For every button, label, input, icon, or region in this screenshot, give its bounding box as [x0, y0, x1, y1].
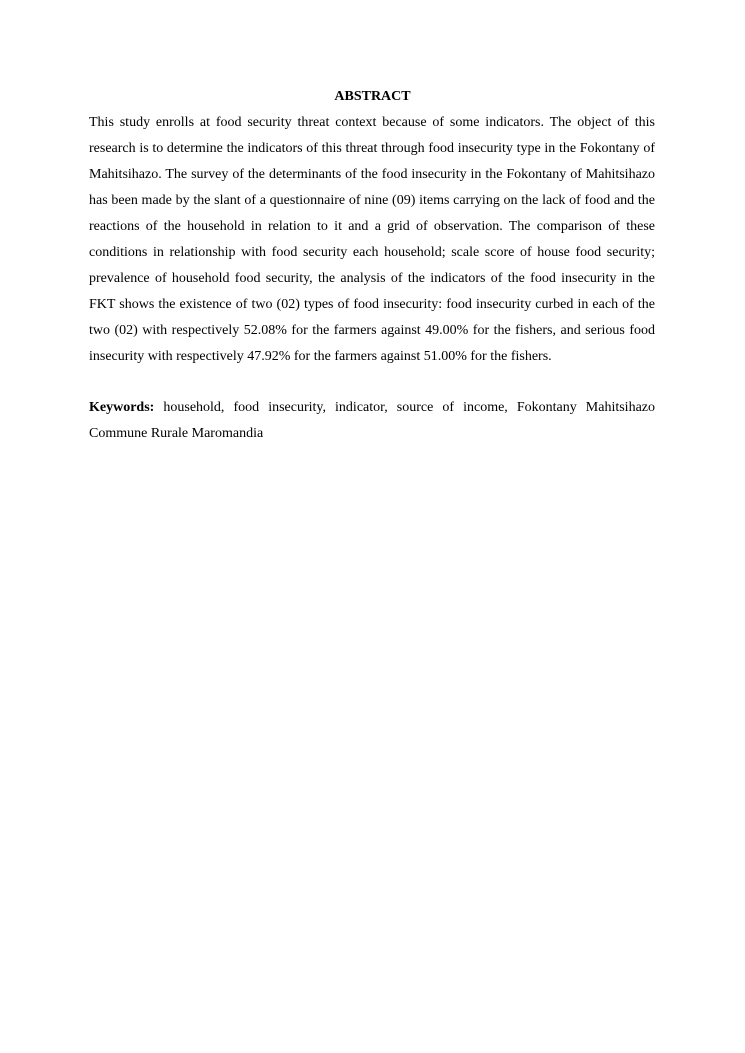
keywords-label: Keywords: [89, 400, 155, 415]
keywords-paragraph [89, 395, 655, 447]
keywords-text: household, food insecurity, indicator, source of income, Fokontany Mahitsihazo Commune Rurale Maromandia [89, 400, 655, 441]
abstract-body-text: This study enrolls at food security threat context because of some indicators. The object of this research is to determine the indicators of this threat through food insecurity type in the Fokontany of Mahitsihazo. The survey of the determinants of the food insecurity in the Fokontany of Mahitsihazo has been made by the slant of a questionnaire of nine (09) items carrying on the lack of food and the reactions of the household in relation to it and a grid of observation. The comparison of these conditions in relationship with food security each household; scale score of house food security; prevalence of household food security, the analysis of the indicators of the food insecurity in the FKT shows the existence of two (02) types of food insecurity: food insecurity curbed in each of the two (02) with respectively 52.08% for the farmers against 49.00% for the fishers, and serious food insecurity with respectively 47.92% for the farmers against 51.00% for the fishers. [89, 115, 655, 364]
abstract-heading: ABSTRACT [334, 89, 411, 104]
